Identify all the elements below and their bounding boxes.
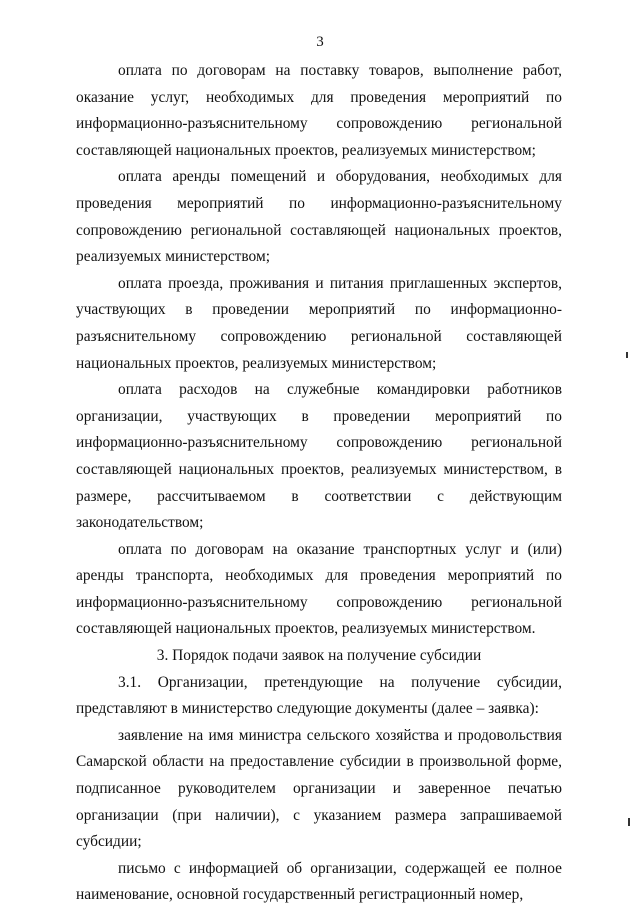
paragraph-business-trips: оплата расходов на служебные командировки работников организации, участвующих в проведении мероприятий по информационно-разъяснительному сопровождению региональной составляющей национальных проектов, реализуемых министерством, в размере, рассчитываемом в соответствии с действующим законодательством; (76, 381, 562, 532)
section-heading: 3. Порядок подачи заявок на получение субсидии (156, 647, 482, 665)
paragraph-rent: оплата аренды помещений и оборудования, необходимых для проведения мероприятий по информационно-разъяснительному сопровождению региональной составляющей национальных проектов, реализуемых министерством; (76, 168, 562, 266)
paragraph-goods-services: оплата по договорам на поставку товаров, выполнение работ, оказание услуг, необходимых для проведения мероприятий по информационно-разъяснительному сопровождению региональной составляющей национальных проектов, реализуемых министерством; (76, 62, 562, 159)
paragraph-letter: письмо с информацией об организации, содержащей ее полное наименование, основной государственный регистрационный номер, (76, 859, 562, 904)
paragraph-3-1: 3.1. Организации, претендующие на получение субсидии, представляют в министерство следующие документы (далее – заявка): (76, 673, 562, 718)
paragraph-application: заявление на имя министра сельского хозяйства и продовольствия Самарской области на предоставление субсидии в произвольной форме, подписанное руководителем организации и заверенное печатью организации (при наличии), с указанием размера запрашиваемой субсидии; (76, 726, 562, 851)
scan-edge-mark-1 (626, 352, 628, 358)
page-number: 3 (316, 34, 324, 50)
paragraph-experts-travel: оплата проезда, проживания и питания приглашенных экспертов, участвующих в проведении мероприятий по информационно-разъяснительному сопровождению региональной составляющей национальных проектов, реализуемых министерством; (76, 274, 562, 372)
document-body (76, 58, 562, 909)
paragraph-transport: оплата по договорам на оказание транспортных услуг и (или) аренды транспорта, необходимых для проведения мероприятий по информационно-разъяснительному сопровождению региональной составляющей национальных проектов, реализуемых министерством. (76, 540, 562, 638)
scan-edge-mark-2 (628, 818, 630, 826)
